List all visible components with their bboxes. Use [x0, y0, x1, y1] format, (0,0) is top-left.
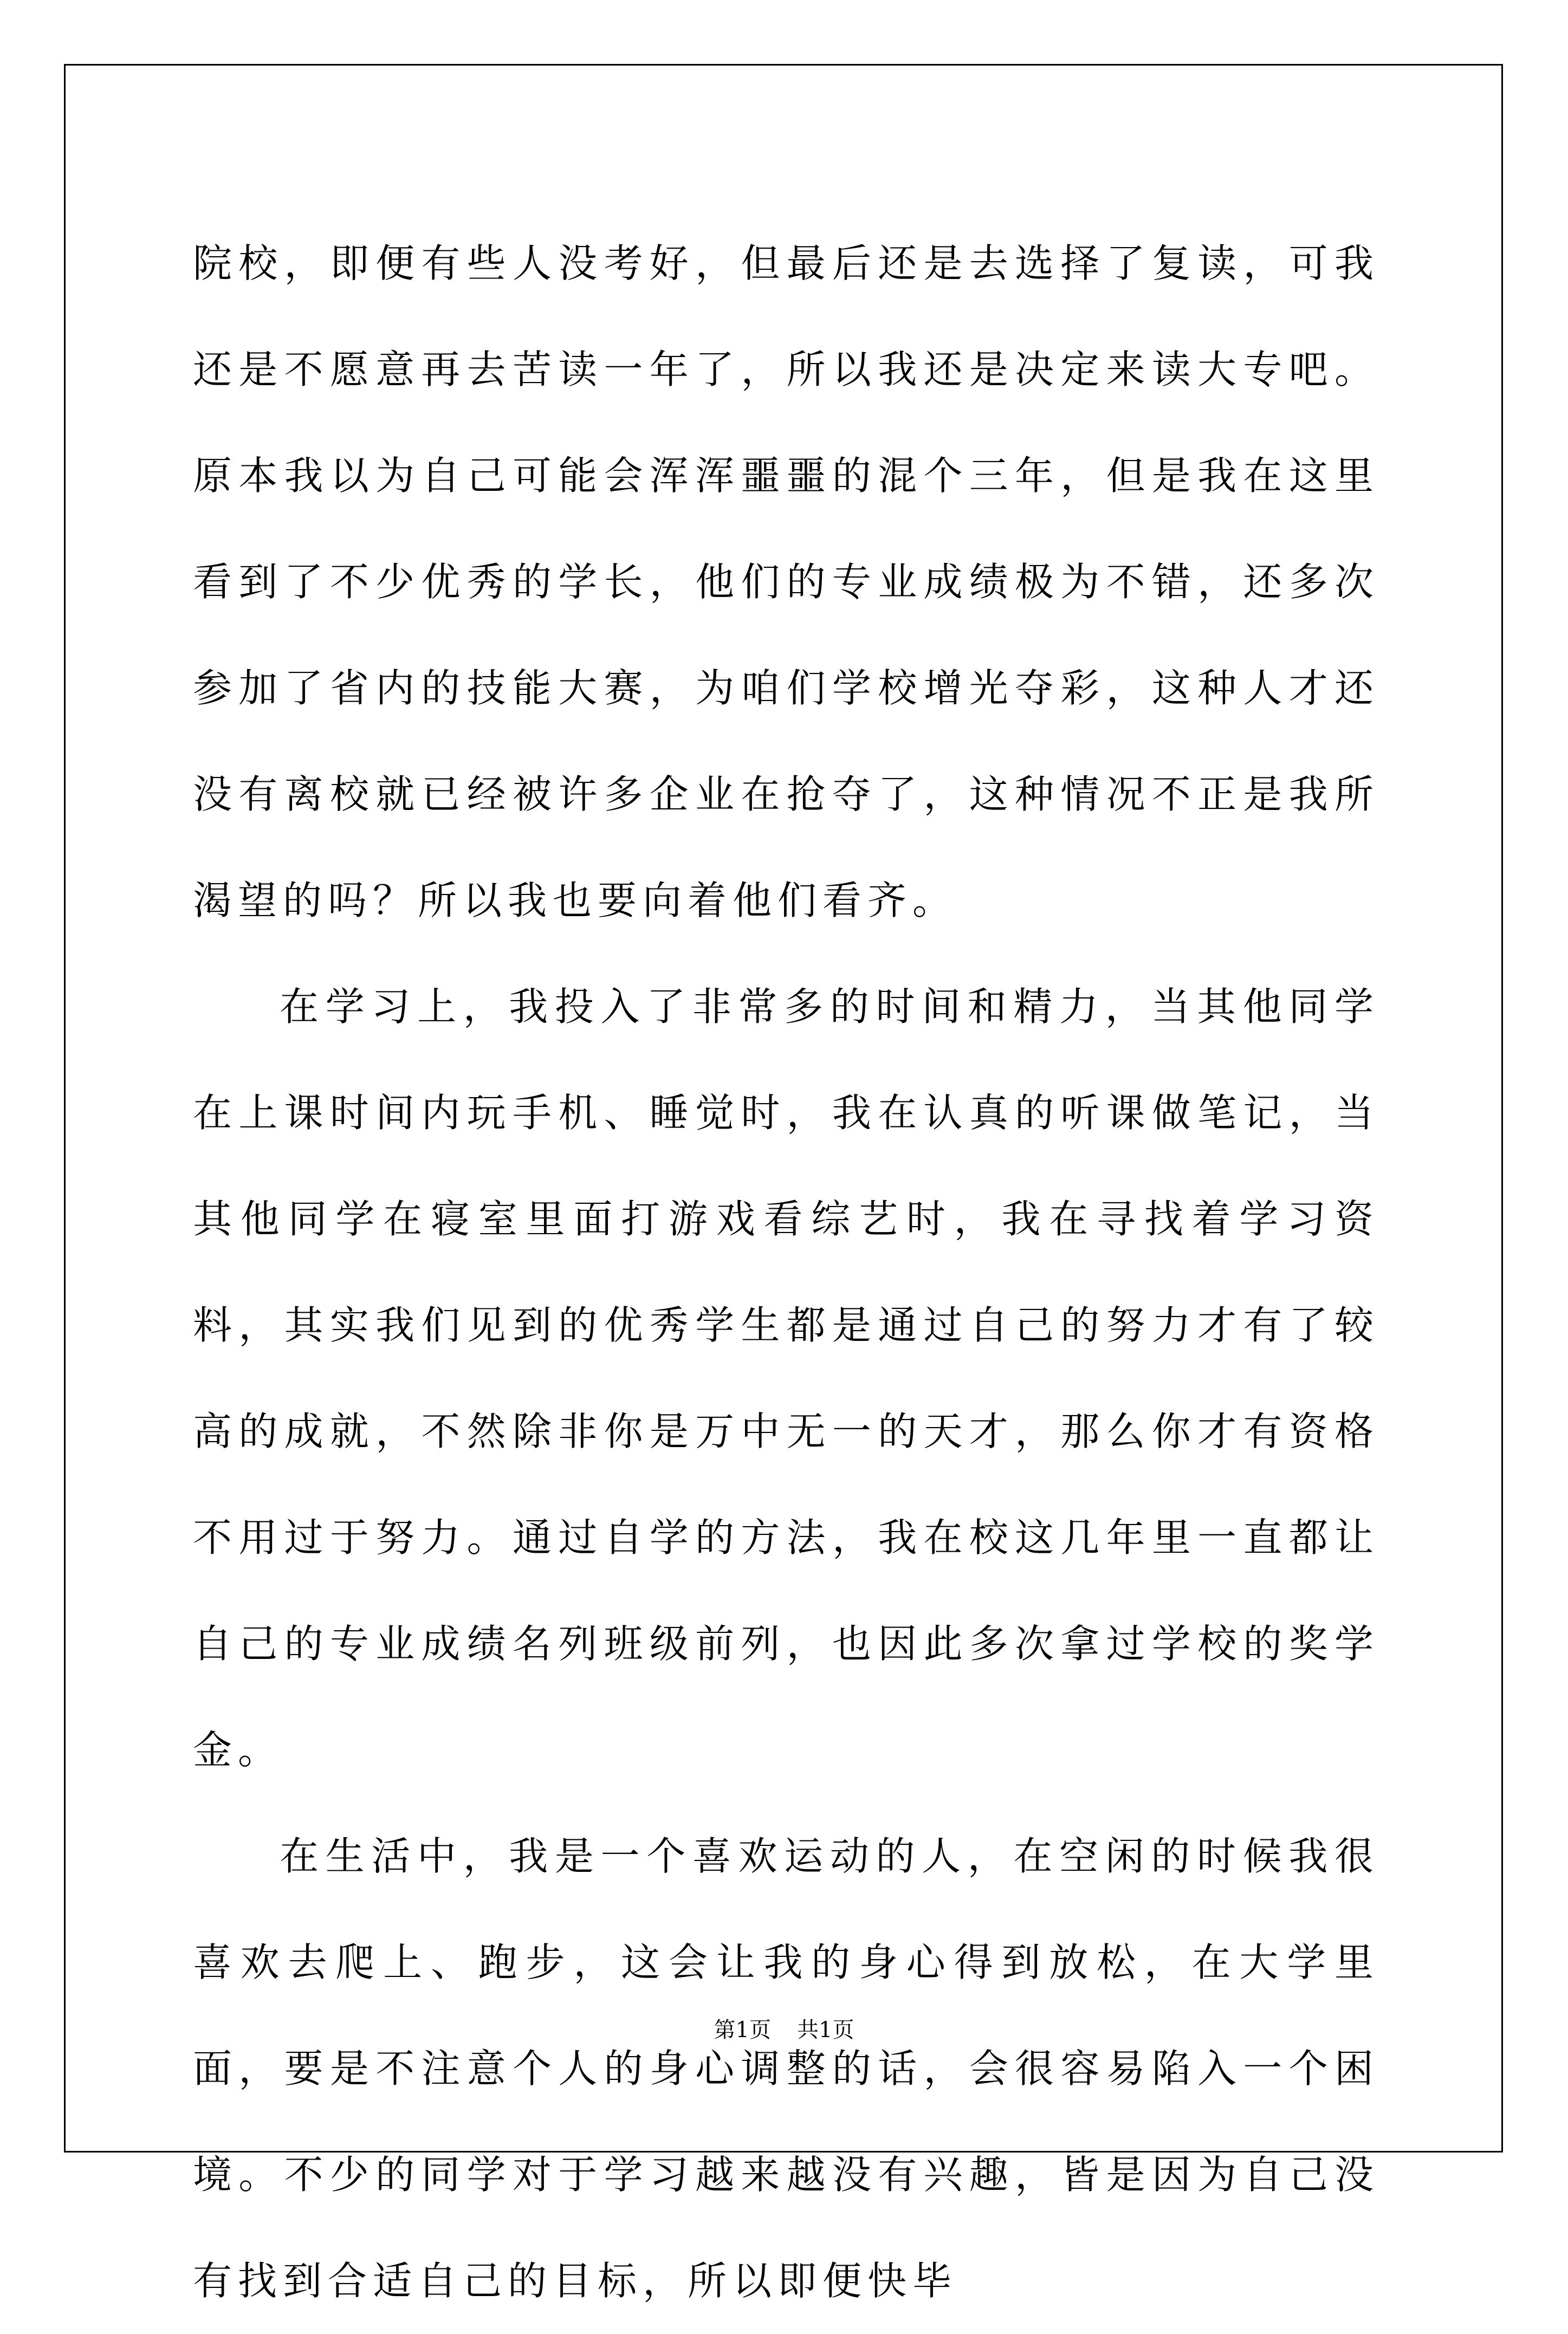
paragraph-1: 院校，即便有些人没考好，但最后还是去选择了复读，可我还是不愿意再去苦读一年了，所以我还是决定来读大专吧。原本我以为自己可能会浑浑噩噩的混个三年，但是我在这里看到了不少优秀的学长，他们的专业成绩极为不错，还多次参加了省内的技能大赛，为咱们学校增光夺彩，这种人才还没有离校就已经被许多企业在抢夺了，这种情况不正是我所渴望的吗？所以我也要向着他们看齐。 — [193, 241, 1379, 923]
page-number-current: 第1页 — [714, 2018, 771, 2043]
paragraph-3: 在生活中，我是一个喜欢运动的人，在空闲的时候我很喜欢去爬上、跑步，这会让我的身心得到放松，在大学里面，要是不注意个人的身心调整的话，会很容易陷入一个困境。不少的同学对于学习越来越没有兴趣，皆是因为自己没有找到合适自己的目标，所以即便快毕 — [193, 1833, 1379, 2304]
paragraph-2: 在学习上，我投入了非常多的时间和精力，当其他同学在上课时间内玩手机、睡觉时，我在认真的听课做笔记，当其他同学在寝室里面打游戏看综艺时，我在寻找着学习资料，其实我们见到的优秀学生都是通过自己的努力才有了较高的成就，不然除非你是万中无一的天才，那么你才有资格不用过于努力。通过自学的方法，我在校这几年里一直都让自己的专业成绩名列班级前列，也因此多次拿过学校的奖学金。 — [193, 984, 1379, 1773]
page-footer — [0, 2013, 1568, 2044]
page-number-total: 共1页 — [797, 2018, 854, 2043]
